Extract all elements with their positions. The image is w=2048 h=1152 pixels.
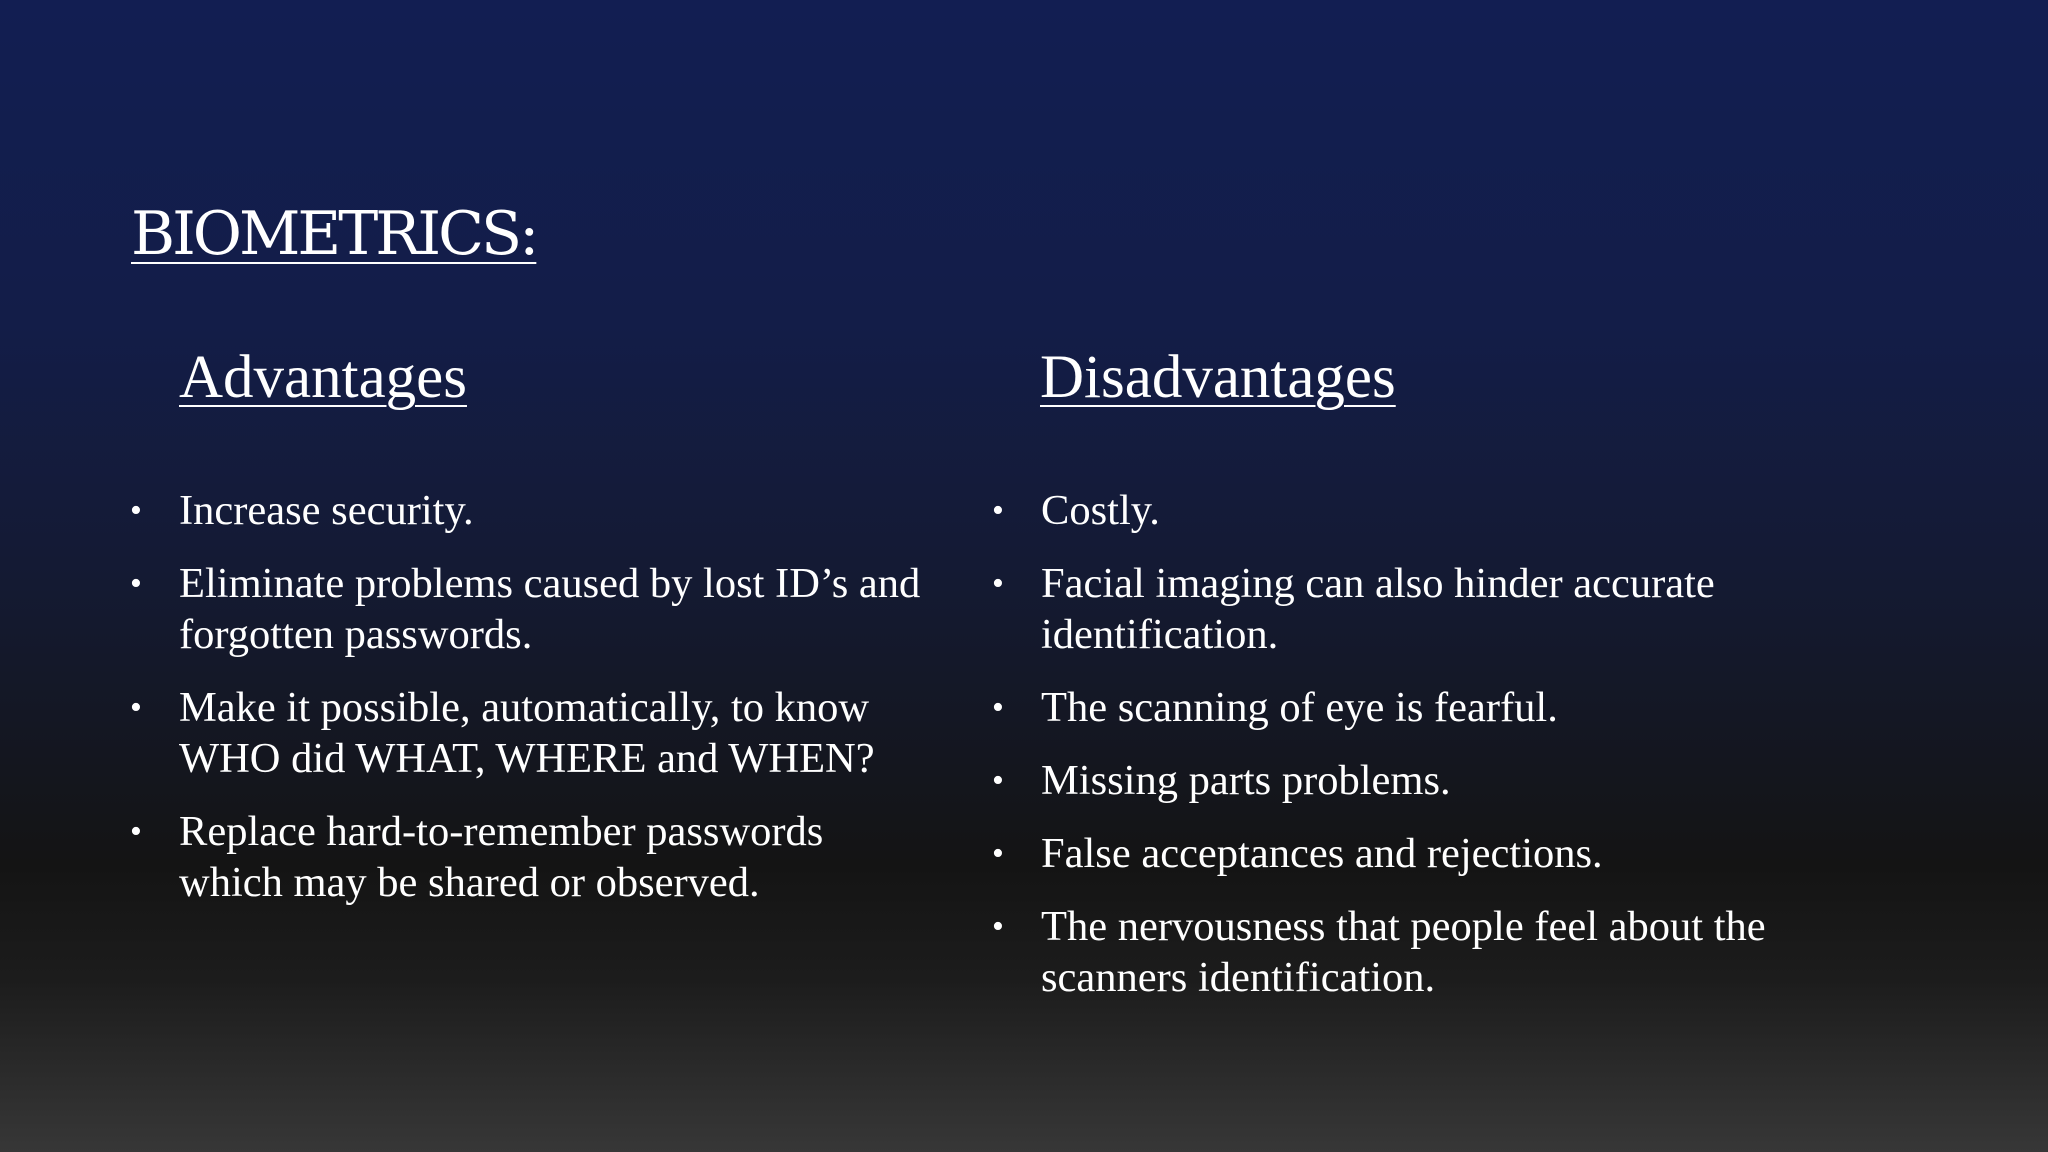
- list-item: [130, 485, 930, 536]
- bullet-icon: •: [130, 689, 142, 726]
- list-item: [130, 558, 930, 660]
- bullet-icon: •: [130, 492, 142, 529]
- bullet-icon: •: [992, 492, 1004, 529]
- disadvantages-list: [992, 485, 1872, 1025]
- bullet-icon: •: [992, 565, 1004, 602]
- advantages-heading: Advantages: [179, 344, 467, 411]
- list-item: [992, 682, 1872, 733]
- list-item: [992, 485, 1872, 536]
- list-item-text: Increase security.: [179, 487, 474, 534]
- bullet-icon: •: [992, 908, 1004, 945]
- bullet-icon: •: [992, 835, 1004, 872]
- bullet-icon: •: [992, 689, 1004, 726]
- list-item: [992, 558, 1872, 660]
- list-item-text: Missing parts problems.: [1041, 757, 1451, 804]
- bullet-icon: •: [130, 813, 142, 850]
- list-item: [130, 806, 930, 908]
- list-item-text: The nervousness that people feel about the scanners identification.: [1041, 903, 1766, 1001]
- list-item-text: Eliminate problems caused by lost ID’s and forgotten passwords.: [179, 560, 921, 658]
- bullet-icon: •: [130, 565, 142, 602]
- list-item: [992, 828, 1872, 879]
- list-item: [992, 901, 1872, 1003]
- bullet-icon: •: [992, 762, 1004, 799]
- list-item-text: Make it possible, automatically, to know WHO did WHAT, WHERE and WHEN?: [179, 684, 875, 782]
- list-item-text: The scanning of eye is fearful.: [1041, 684, 1558, 731]
- disadvantages-heading: Disadvantages: [1040, 344, 1396, 411]
- list-item-text: False acceptances and rejections.: [1041, 830, 1603, 877]
- list-item: [992, 755, 1872, 806]
- list-item: [130, 682, 930, 784]
- list-item-text: Costly.: [1041, 487, 1160, 534]
- list-item-text: Facial imaging can also hinder accurate identification.: [1041, 560, 1715, 658]
- advantages-list: [130, 485, 930, 930]
- slide-title: BIOMETRICS:: [131, 199, 537, 269]
- list-item-text: Replace hard-to-remember passwords which may be shared or observed.: [179, 808, 824, 906]
